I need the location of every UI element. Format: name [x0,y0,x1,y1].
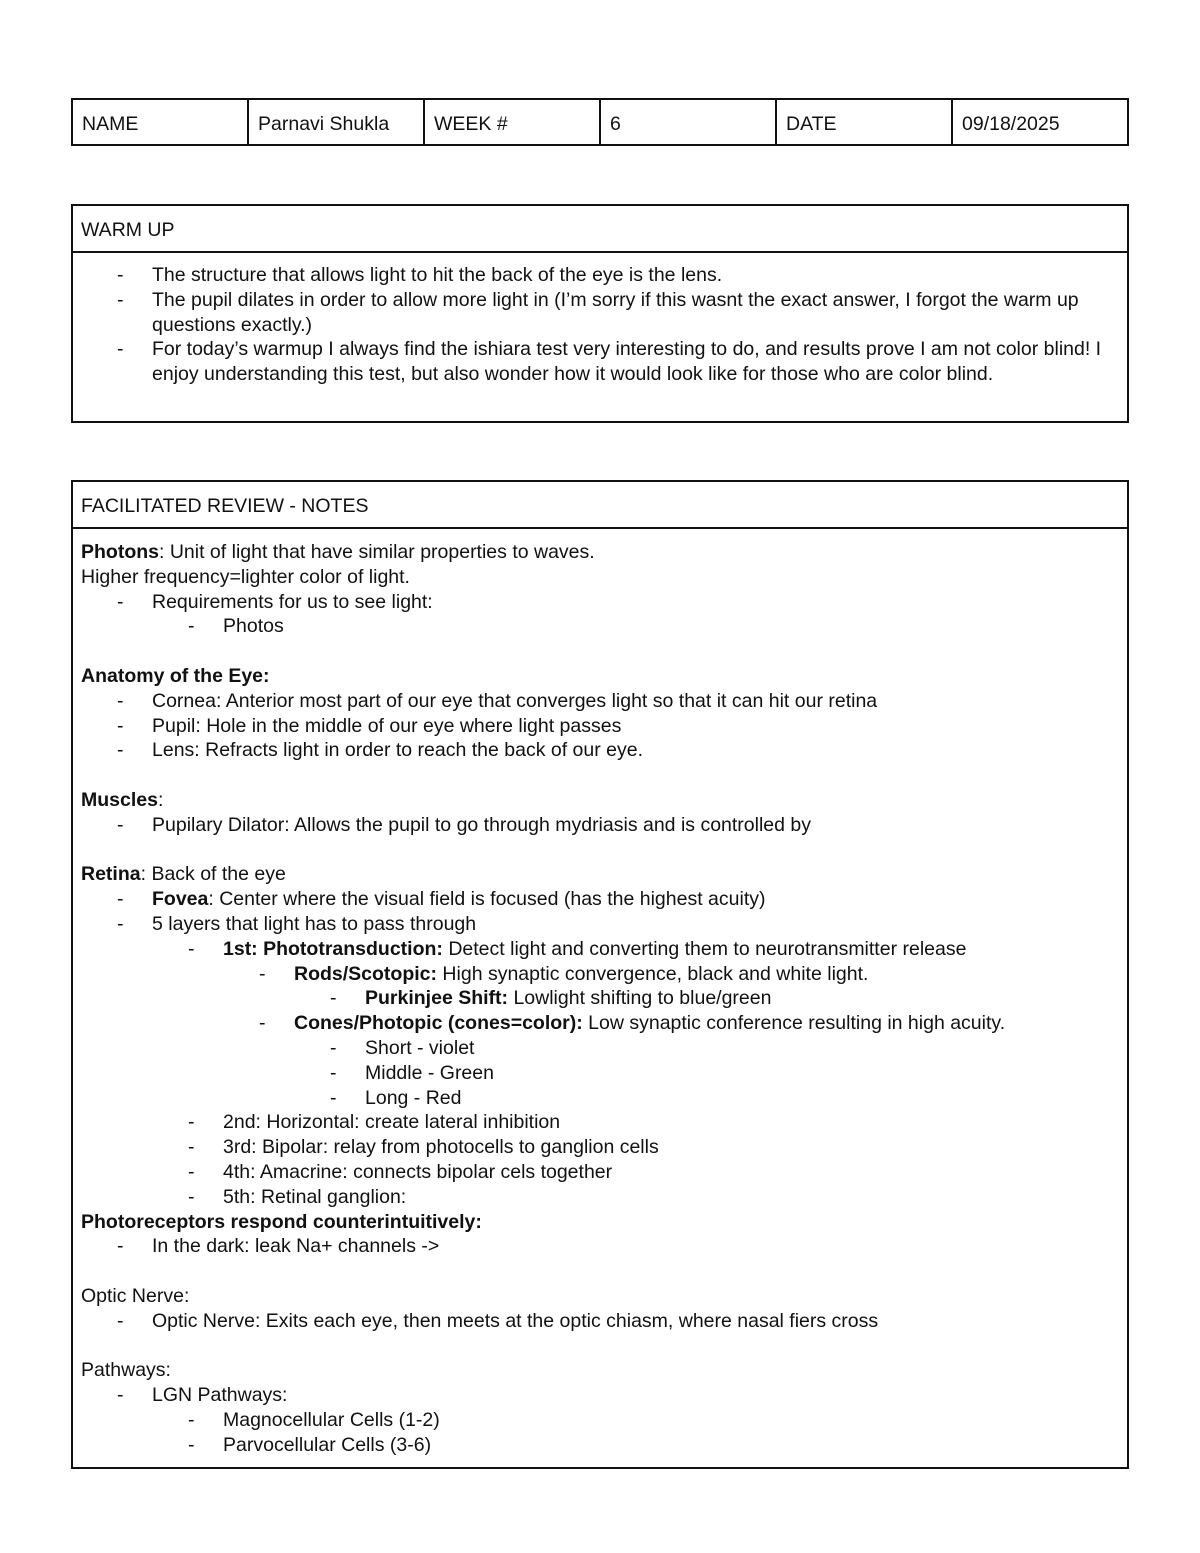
list-item: - 5th: Retinal ganglion: [188,1185,407,1208]
list-item: - Magnocellular Cells (1-2) [188,1408,440,1431]
list-item: - Parvocellular Cells (3-6) [188,1433,432,1456]
list-item: - Pupil: Hole in the middle of our eye where light passes [117,714,622,737]
list-item: - Fovea: Center where the visual field is focused (has the highest acuity) [117,888,766,911]
warmup-title: WARM UP [73,206,1127,253]
review-body [73,529,1127,1457]
list-item: - The pupil dilates in order to allow more light in (I’m sorry if this wasnt the exact answer, I forgot the warm up questions exactly.) [117,288,1079,336]
review-title: FACILITATED REVIEW - NOTES [73,482,1127,529]
photoreceptors-heading: Photoreceptors respond counterintuitively: [81,1210,482,1233]
week-value: 6 [601,100,777,144]
optic-heading: Optic Nerve: [81,1284,190,1307]
list-item: - 3rd: Bipolar: relay from photocells to ganglion cells [188,1136,659,1159]
warmup-body [73,253,1127,387]
list-item: - 2nd: Horizontal: create lateral inhibition [188,1111,561,1134]
list-item: - Middle - Green [330,1061,494,1084]
list-item: - 1st: Phototransduction: Detect light and converting them to neurotransmitter release [188,937,967,960]
list-item: - Cones/Photopic (cones=color): Low synaptic conference resulting in high acuity. [259,1012,1006,1035]
list-item: - In the dark: leak Na+ channels -> [117,1235,440,1258]
list-item: - For today’s warmup I always find the ishiara test very interesting to do, and results prove I am not color blind! I enjoy understanding this test, but also wonder how it would look like for those who are color blind. [117,338,1102,386]
week-label: WEEK # [425,100,601,144]
retina-heading: Retina: Back of the eye [81,863,286,886]
list-item: - Cornea: Anterior most part of our eye that converges light so that it can hit our retina [117,689,878,712]
list-item: - Photos [188,615,284,638]
name-label: NAME [73,100,249,144]
review-section [71,480,1129,1469]
list-item: - Long - Red [330,1086,462,1109]
list-item: - The structure that allows light to hit the back of the eye is the lens. [117,264,723,286]
list-item: - LGN Pathways: [117,1384,288,1407]
list-item: - Lens: Refracts light in order to reach the back of our eye. [117,739,644,762]
pathways-heading: Pathways: [81,1359,171,1382]
list-item: - Requirements for us to see light: [117,590,433,613]
list-item: - Short - violet [330,1036,475,1059]
frequency-line: Higher frequency=lighter color of light. [81,565,410,588]
name-value: Parnavi Shukla [249,100,425,144]
date-value: 09/18/2025 [962,113,1060,135]
list-item: - 5 layers that light has to pass through [117,912,477,935]
list-item: - 4th: Amacrine: connects bipolar cels together [188,1160,613,1183]
warmup-section [71,204,1129,423]
list-item: - Pupilary Dilator: Allows the pupil to go through mydriasis and is controlled by [117,813,812,836]
list-item: - Purkinjee Shift: Lowlight shifting to blue/green [330,987,772,1010]
photons-line: Photons: Unit of light that have similar properties to waves. [81,541,595,563]
anatomy-heading: Anatomy of the Eye: [81,664,270,687]
list-item: - Rods/Scotopic: High synaptic convergence, black and white light. [259,962,869,985]
header-table [71,98,1129,146]
muscles-heading: Muscles: [81,788,164,811]
list-item: - Optic Nerve: Exits each eye, then meets at the optic chiasm, where nasal fiers cross [117,1309,879,1332]
date-label: DATE [777,100,953,144]
